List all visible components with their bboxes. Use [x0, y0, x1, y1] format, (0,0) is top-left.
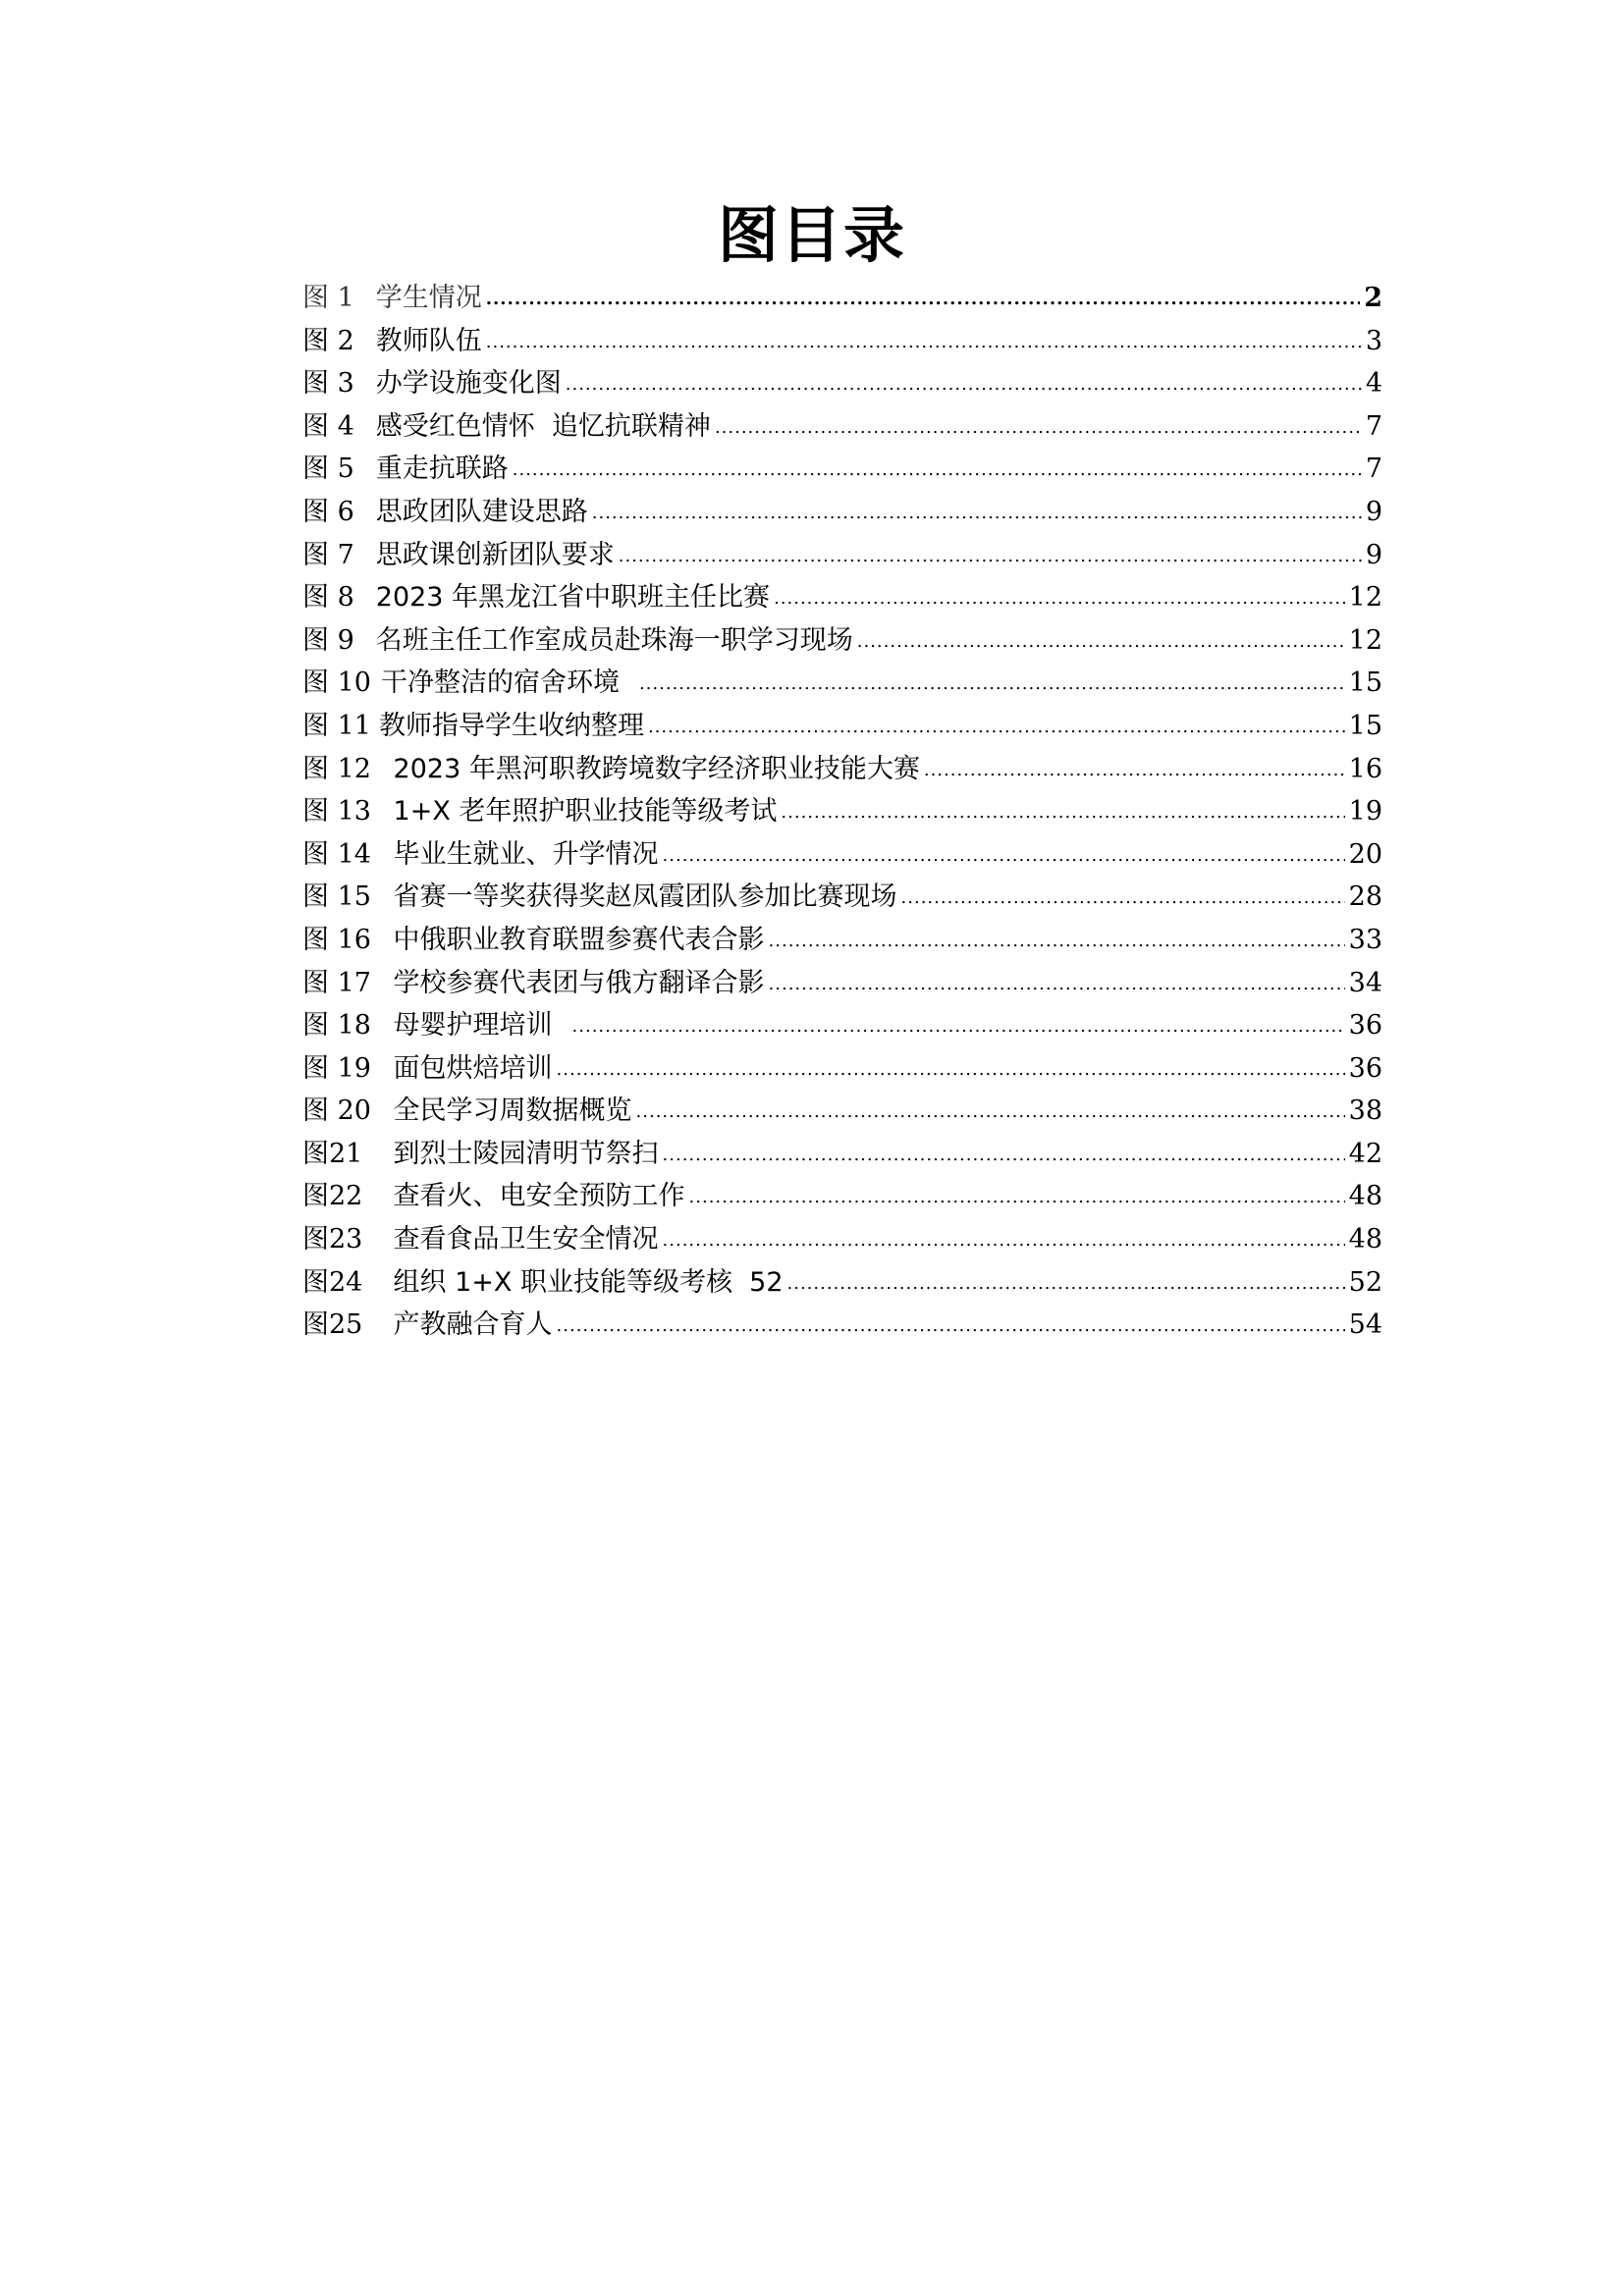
- figure-caption: 产教融合育人: [376, 1309, 553, 1341]
- toc-entry[interactable]: [302, 362, 1382, 405]
- toc-entry[interactable]: [302, 619, 1382, 663]
- figure-label: 图 5: [302, 454, 354, 485]
- page-number: 4: [1365, 368, 1382, 400]
- page-number: 28: [1348, 881, 1382, 913]
- figure-label: 图 8: [302, 582, 354, 614]
- page-number: 20: [1348, 838, 1382, 870]
- dot-leader: [715, 406, 1362, 450]
- page-number: 52: [1348, 1266, 1382, 1298]
- figure-label: 图21: [302, 1138, 363, 1169]
- dot-leader: [857, 620, 1345, 664]
- toc-entry[interactable]: [302, 320, 1382, 363]
- figure-caption: 办学设施变化图: [375, 368, 562, 400]
- page-number: 19: [1348, 796, 1382, 828]
- figure-label: 图24: [302, 1266, 363, 1298]
- dot-leader: [636, 1091, 1345, 1134]
- figure-caption: 面包烘焙培训: [384, 1052, 553, 1084]
- dot-leader: [787, 1262, 1345, 1306]
- figure-label: 图25: [302, 1309, 363, 1341]
- figure-caption: 毕业生就业、升学情况: [384, 838, 659, 870]
- toc-entry[interactable]: [302, 833, 1382, 877]
- figure-label: 图 19: [302, 1052, 371, 1084]
- toc-entry[interactable]: [302, 1090, 1382, 1133]
- figure-label: 图22: [302, 1181, 363, 1212]
- figure-label: 图23: [302, 1224, 363, 1255]
- page-number: 7: [1365, 454, 1382, 485]
- page-number: 42: [1348, 1138, 1382, 1169]
- figure-caption: 查看食品卫生安全情况: [376, 1224, 659, 1255]
- page-number: 9: [1365, 539, 1382, 570]
- page-number: 16: [1348, 753, 1382, 784]
- figure-caption: 名班主任工作室成员赴珠海一职学习现场: [375, 624, 853, 656]
- page-title: 图目录: [717, 199, 906, 271]
- toc-entry[interactable]: [302, 1261, 1382, 1305]
- dot-leader: [572, 1005, 1345, 1048]
- toc-entry[interactable]: [302, 748, 1382, 791]
- dot-leader: [781, 791, 1344, 834]
- dot-leader: [769, 963, 1345, 1006]
- toc-entry[interactable]: [302, 448, 1382, 491]
- toc-entry[interactable]: [302, 790, 1382, 833]
- dot-leader: [769, 920, 1345, 963]
- toc-entry[interactable]: [302, 1133, 1382, 1176]
- figure-caption: 教师指导学生收纳整理: [378, 710, 644, 741]
- figure-label: 图 11: [302, 710, 371, 741]
- figure-caption: 查看火、电安全预防工作: [376, 1181, 685, 1212]
- page-number: 7: [1365, 410, 1382, 442]
- page-number: 15: [1348, 667, 1382, 699]
- figure-caption: 省赛一等奖获得奖赵凤霞团队参加比赛现场: [384, 881, 897, 913]
- toc-entry[interactable]: [302, 662, 1382, 705]
- figure-label: 图 3: [302, 368, 354, 400]
- toc-entry[interactable]: [302, 1304, 1382, 1347]
- figure-caption: 2023 年黑河职教跨境数字经济职业技能大赛: [384, 753, 920, 784]
- toc-entry[interactable]: [302, 919, 1382, 962]
- page-number: 48: [1348, 1181, 1382, 1212]
- toc-entry[interactable]: [302, 1175, 1382, 1218]
- toc-entry[interactable]: [302, 1004, 1382, 1047]
- figure-caption: 到烈士陵园清明节祭扫: [376, 1138, 659, 1169]
- dot-leader: [566, 363, 1362, 406]
- page-number: 48: [1348, 1224, 1382, 1255]
- dot-leader: [663, 834, 1345, 878]
- figure-caption: 学生情况: [375, 283, 482, 313]
- figure-caption: 中俄职业教育联盟参赛代表合影: [384, 924, 765, 955]
- page-number: 9: [1365, 496, 1382, 527]
- toc-entry[interactable]: [302, 876, 1382, 919]
- toc-entry[interactable]: [302, 576, 1382, 619]
- dot-leader: [557, 1305, 1345, 1348]
- page-number: 36: [1348, 1052, 1382, 1084]
- figure-caption: 学校参赛代表团与俄方翻译合影: [384, 967, 765, 998]
- figure-label: 图 4: [302, 410, 354, 442]
- dot-leader: [689, 1176, 1345, 1219]
- dot-leader: [648, 706, 1345, 749]
- figure-caption: 感受红色情怀 追忆抗联精神: [375, 410, 711, 442]
- page-number: 38: [1348, 1095, 1382, 1127]
- figure-label: 图 10: [302, 667, 371, 699]
- toc-entry[interactable]: [302, 405, 1382, 449]
- toc-entry[interactable]: [302, 705, 1382, 748]
- figure-label: 图 14: [302, 838, 371, 870]
- figure-caption: 教师队伍: [375, 325, 482, 356]
- dot-leader: [774, 577, 1345, 620]
- figure-caption: 重走抗联路: [375, 454, 509, 485]
- figure-caption: 2023 年黑龙江省中职班主任比赛: [375, 582, 771, 614]
- figure-label: 图 9: [302, 624, 354, 656]
- figure-label: 图 12: [302, 753, 371, 784]
- dot-leader: [901, 877, 1345, 920]
- page-number: 36: [1348, 1010, 1382, 1041]
- toc-entry[interactable]: [302, 491, 1382, 534]
- page-number: 2: [1364, 283, 1382, 313]
- dot-leader: [924, 749, 1345, 792]
- figure-caption: 母婴护理培训: [384, 1010, 553, 1041]
- figure-label: 图 6: [302, 496, 354, 527]
- figure-label: 图 1: [302, 283, 354, 313]
- dot-leader: [663, 1134, 1345, 1177]
- figure-caption: 干净整洁的宿舍环境: [380, 667, 620, 699]
- page-number: 12: [1348, 582, 1382, 614]
- dot-leader: [592, 492, 1362, 535]
- toc-entry[interactable]: [302, 1218, 1382, 1261]
- dot-leader: [619, 535, 1362, 578]
- toc-entry[interactable]: [302, 962, 1382, 1005]
- figure-caption: 思政课创新团队要求: [375, 539, 615, 570]
- dot-leader: [557, 1048, 1345, 1092]
- figure-list: [302, 277, 1382, 1347]
- figure-label: 图 7: [302, 539, 354, 570]
- toc-entry[interactable]: [302, 534, 1382, 577]
- dot-leader: [486, 278, 1360, 321]
- figure-caption: 组织 1+X 职业技能等级考核 52: [376, 1266, 784, 1298]
- page-number: 15: [1348, 710, 1382, 741]
- figure-caption: 思政团队建设思路: [375, 496, 588, 527]
- figure-caption: 1+X 老年照护职业技能等级考试: [384, 796, 778, 828]
- toc-entry[interactable]: [302, 1047, 1382, 1091]
- figure-label: 图 15: [302, 881, 371, 913]
- dot-leader: [639, 663, 1345, 706]
- toc-entry[interactable]: [302, 277, 1382, 320]
- figure-label: 图 2: [302, 325, 354, 356]
- figure-label: 图 20: [302, 1095, 371, 1127]
- page-number: 54: [1348, 1309, 1382, 1341]
- dot-leader: [513, 449, 1362, 492]
- figure-label: 图 16: [302, 924, 371, 955]
- figure-caption: 全民学习周数据概览: [384, 1095, 632, 1127]
- page-number: 33: [1348, 924, 1382, 955]
- figure-label: 图 13: [302, 796, 371, 828]
- page-number: 12: [1348, 624, 1382, 656]
- figure-label: 图 17: [302, 967, 371, 998]
- page-number: 34: [1348, 967, 1382, 998]
- figure-label: 图 18: [302, 1010, 371, 1041]
- dot-leader: [663, 1219, 1345, 1262]
- dot-leader: [486, 321, 1362, 364]
- page-number: 3: [1365, 325, 1382, 356]
